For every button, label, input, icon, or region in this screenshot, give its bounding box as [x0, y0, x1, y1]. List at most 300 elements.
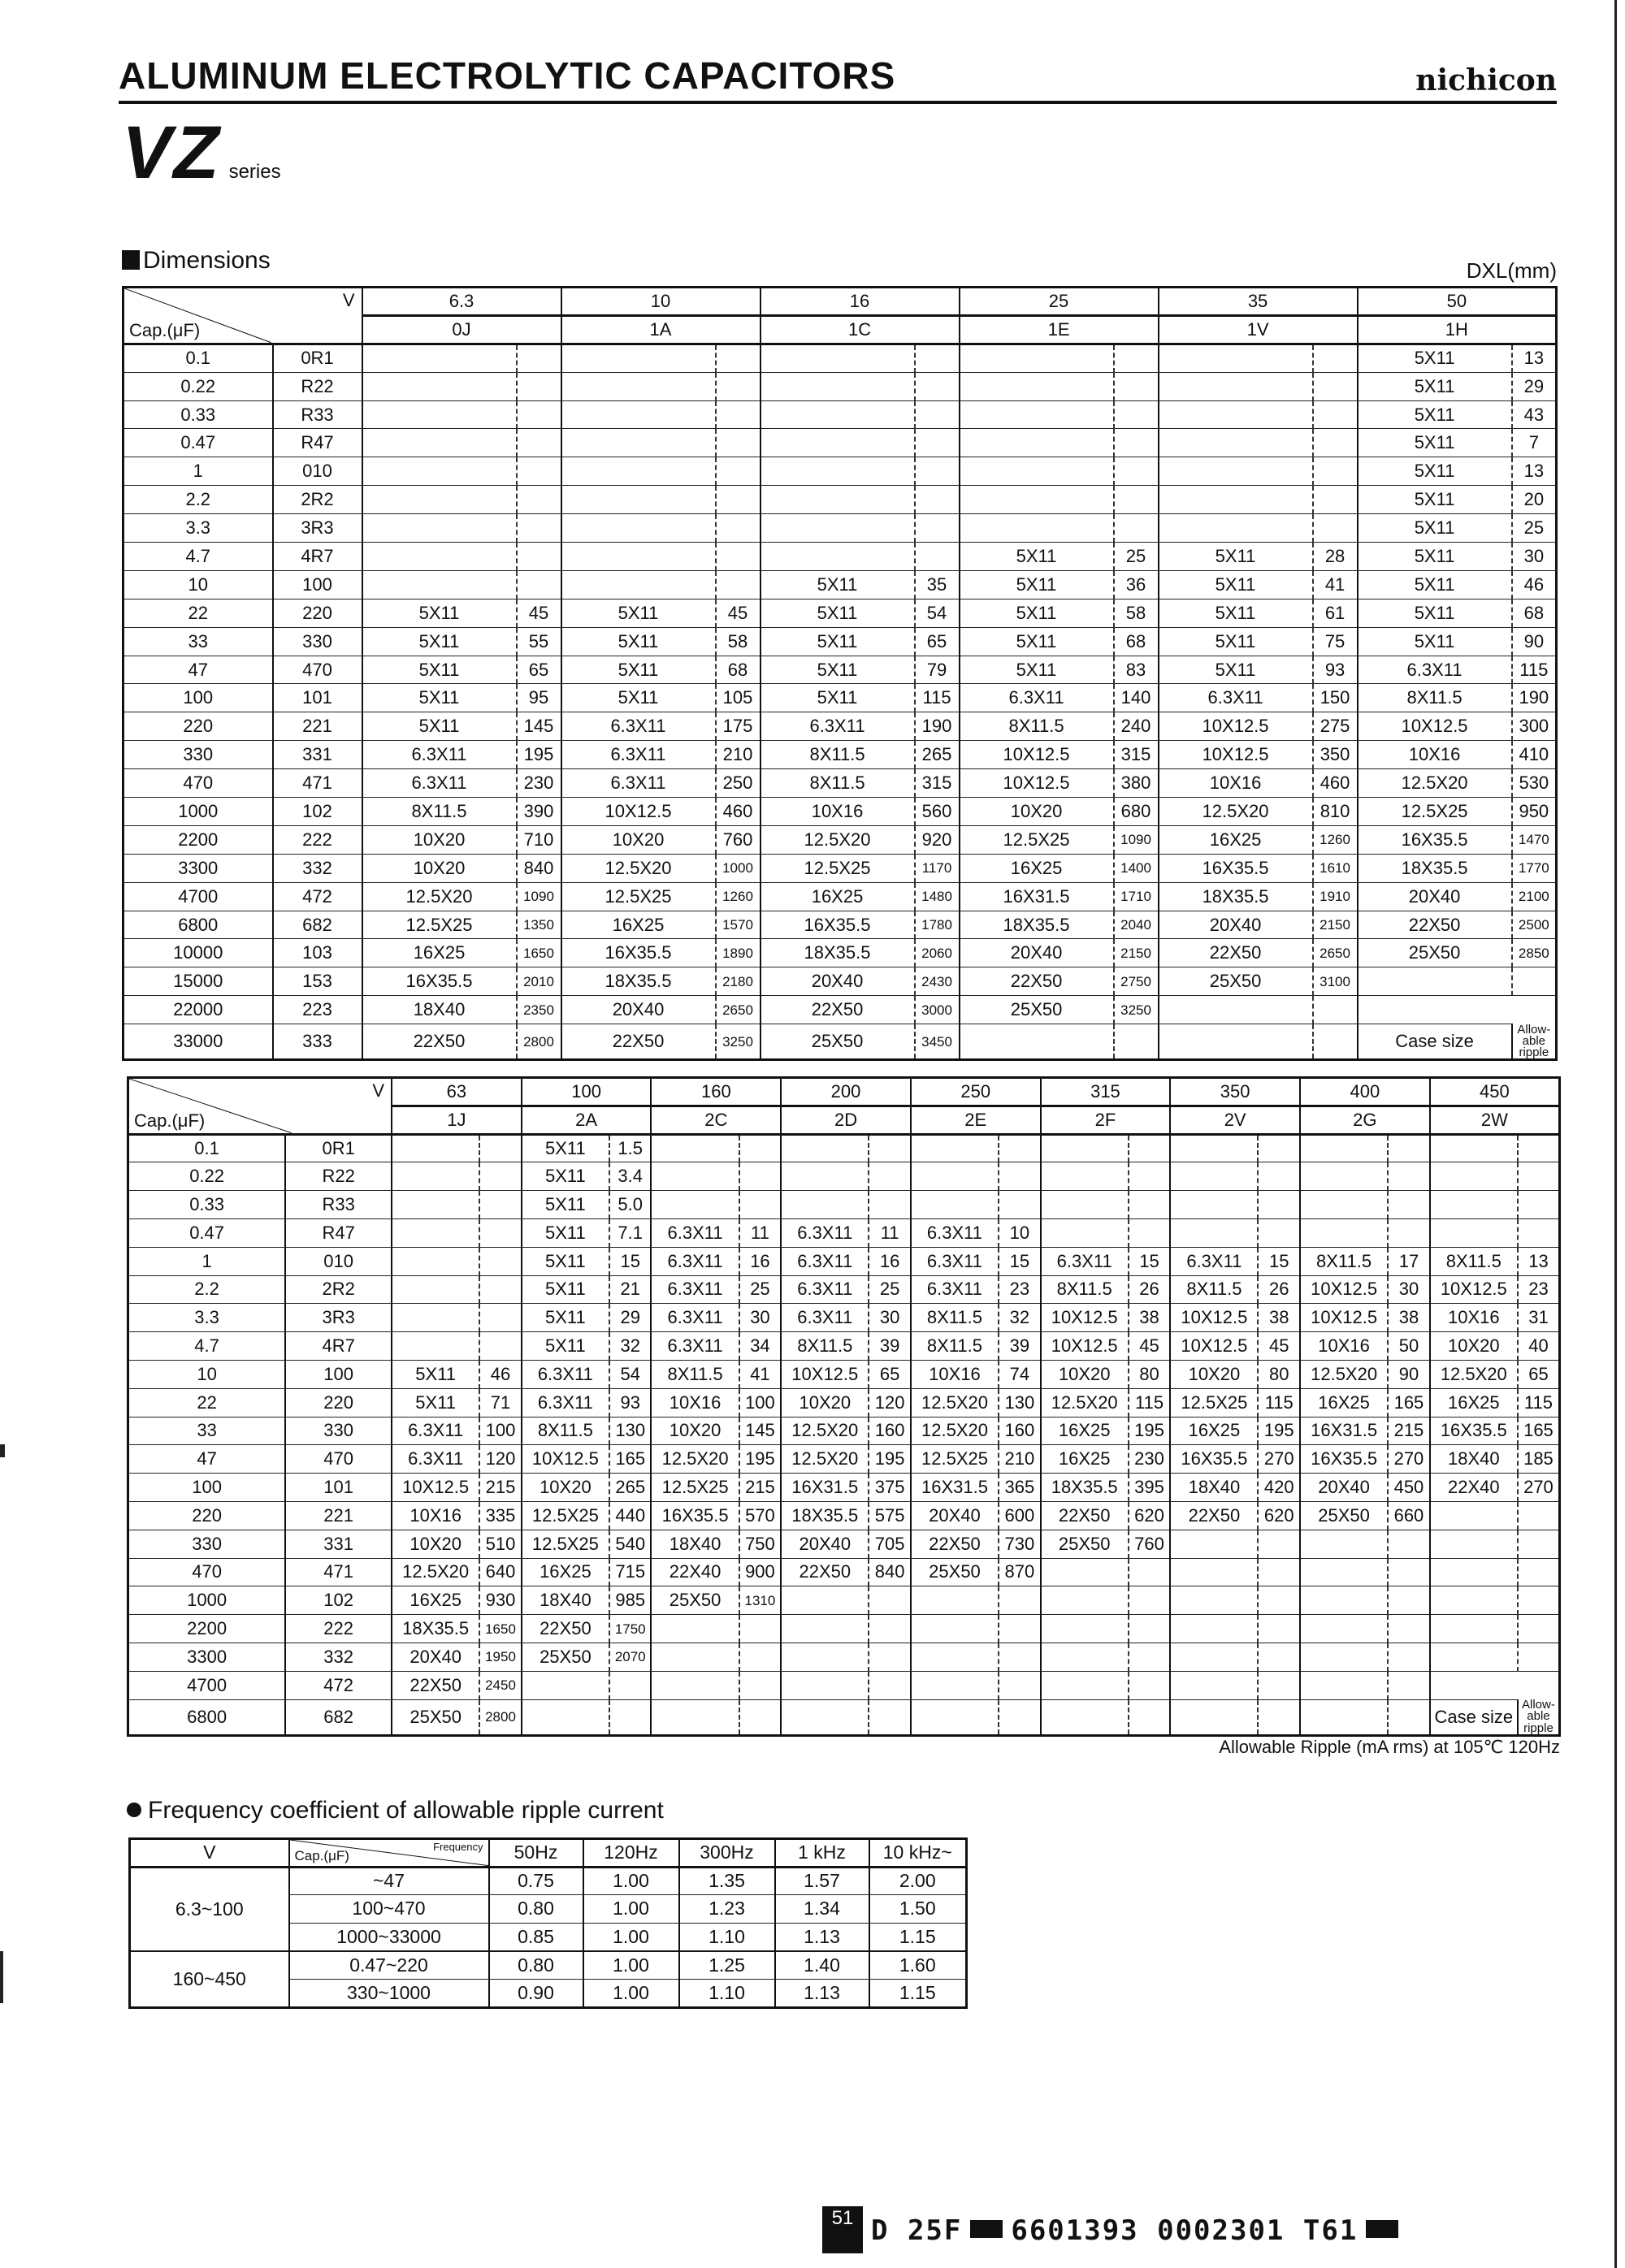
code-cell: 331 [285, 1530, 392, 1558]
case-size-cell [1430, 1191, 1518, 1219]
case-size-cell [911, 1615, 999, 1643]
ripple-cell: 50 [1388, 1332, 1430, 1361]
ripple-cell [517, 372, 561, 400]
ripple-cell: 100 [739, 1388, 782, 1417]
table-row [124, 741, 1557, 769]
table-row [124, 911, 1557, 939]
ripple-cell [479, 1162, 522, 1191]
voltage-range-cell: 160~450 [130, 1951, 289, 2007]
ripple-cell: 115 [915, 684, 960, 712]
ripple-cell: 130 [999, 1388, 1041, 1417]
case-size-cell [362, 429, 517, 457]
ripple-cell: 54 [609, 1360, 652, 1388]
coefficient-cell: 1.15 [869, 1923, 967, 1951]
ripple-cell [1129, 1218, 1171, 1247]
dimensions-table-high-voltage [127, 1076, 1561, 1737]
table-row [128, 1445, 1560, 1474]
table-row [124, 939, 1557, 967]
ripple-cell: 575 [869, 1501, 911, 1530]
case-size-cell: 16X31.5 [1300, 1417, 1388, 1445]
ripple-cell: 2070 [609, 1643, 652, 1671]
case-size-cell [1041, 1671, 1129, 1699]
ripple-cell: 43 [1512, 400, 1557, 429]
ripple-cell [999, 1134, 1041, 1162]
case-size-cell [1159, 996, 1313, 1024]
case-size-cell: 8X11.5 [1430, 1247, 1518, 1275]
voltage-header: 200 [781, 1078, 911, 1106]
case-size-cell: 5X11 [760, 599, 915, 627]
case-size-cell: 10X20 [781, 1388, 869, 1417]
table-row [124, 825, 1557, 854]
ripple-cell: 265 [609, 1474, 652, 1502]
ripple-cell [1388, 1699, 1430, 1735]
case-size-cell: 5X11 [1358, 486, 1512, 514]
ripple-cell: 2750 [1114, 967, 1159, 996]
code-cell: R22 [285, 1162, 392, 1191]
case-size-cell: 16X35.5 [1300, 1445, 1388, 1474]
ripple-cell: 28 [1313, 543, 1358, 571]
ripple-cell: 870 [999, 1558, 1041, 1586]
ripple-cell: 79 [915, 656, 960, 684]
case-size-cell: 5X11 [960, 543, 1114, 571]
ripple-cell [1129, 1699, 1171, 1735]
ripple-cell: 1350 [517, 911, 561, 939]
case-size-cell [960, 372, 1114, 400]
case-size-cell: 12.5X20 [781, 1417, 869, 1445]
case-size-cell: 8X11.5 [760, 741, 915, 769]
table-row [124, 996, 1557, 1024]
ripple-cell: 460 [716, 798, 760, 826]
code-cell: 220 [285, 1388, 392, 1417]
ripple-cell [999, 1671, 1041, 1699]
ripple-cell: 20 [1512, 486, 1557, 514]
case-size-cell [960, 486, 1114, 514]
case-size-cell: 6.3X11 [522, 1388, 609, 1417]
case-size-cell [1430, 1615, 1518, 1643]
catalog-code-b: 6601393 0002301 T61 [1011, 2214, 1358, 2247]
ripple-cell: 17 [1388, 1247, 1430, 1275]
capacitance-cell: 0.22 [124, 372, 273, 400]
coefficient-cell: 1.00 [583, 1923, 679, 1951]
legend-case-size: Case size [1430, 1699, 1518, 1735]
case-size-cell [911, 1643, 999, 1671]
case-size-cell: 16X25 [1300, 1388, 1388, 1417]
voltage-header: 10 [561, 288, 760, 316]
table-row [128, 1615, 1560, 1643]
case-size-cell: 5X11 [522, 1332, 609, 1361]
table-row [124, 429, 1557, 457]
ripple-cell: 395 [1129, 1474, 1171, 1502]
capacitance-cell: 3.3 [128, 1304, 286, 1332]
page-number: 51 [822, 2206, 863, 2253]
case-size-cell: 18X40 [651, 1530, 739, 1558]
ripple-cell [999, 1162, 1041, 1191]
ripple-cell: 275 [1313, 712, 1358, 741]
case-size-cell [1170, 1586, 1258, 1615]
ripple-cell [1258, 1558, 1300, 1586]
ripple-cell [1388, 1191, 1430, 1219]
corner-header [128, 1078, 392, 1135]
code-cell: 010 [273, 457, 362, 486]
case-size-cell: 6.3X11 [781, 1304, 869, 1332]
case-size-cell: 5X11 [1358, 429, 1512, 457]
case-size-cell: 6.3X11 [781, 1247, 869, 1275]
table-row [128, 1388, 1560, 1417]
ripple-cell: 65 [869, 1360, 911, 1388]
code-cell: 223 [273, 996, 362, 1024]
code-cell: 153 [273, 967, 362, 996]
case-size-cell: 10X16 [760, 798, 915, 826]
ripple-cell [915, 486, 960, 514]
capacitance-cell: 220 [124, 712, 273, 741]
table-row [128, 1699, 1560, 1735]
ripple-cell: 93 [1313, 656, 1358, 684]
ripple-cell: 215 [479, 1474, 522, 1502]
ripple-cell [739, 1191, 782, 1219]
case-size-cell [960, 344, 1114, 372]
case-size-cell: 5X11 [522, 1247, 609, 1275]
ripple-cell [716, 344, 760, 372]
case-size-cell: 22X50 [781, 1558, 869, 1586]
case-size-cell: 5X11 [1159, 543, 1313, 571]
code-cell: 470 [273, 656, 362, 684]
voltage-header: 160 [651, 1078, 781, 1106]
code-cell: 220 [273, 599, 362, 627]
case-size-cell [561, 372, 716, 400]
capacitance-cell: 4700 [128, 1671, 286, 1699]
voltage-header: 450 [1430, 1078, 1560, 1106]
ripple-cell: 1170 [915, 854, 960, 882]
case-size-cell [1041, 1643, 1129, 1671]
brand-logo: nichicon [1415, 63, 1557, 97]
ripple-cell: 75 [1313, 627, 1358, 656]
ripple-cell: 38 [1129, 1304, 1171, 1332]
table-row [124, 570, 1557, 599]
ripple-cell: 460 [1313, 769, 1358, 798]
case-size-cell [911, 1699, 999, 1735]
ripple-cell: 90 [1512, 627, 1557, 656]
case-size-cell: 10X16 [911, 1360, 999, 1388]
scan-mark [0, 1951, 3, 2003]
code-cell: 101 [273, 684, 362, 712]
ripple-cell: 34 [739, 1332, 782, 1361]
case-size-cell: 18X40 [522, 1586, 609, 1615]
case-size-cell [1170, 1218, 1258, 1247]
ripple-cell: 10 [999, 1218, 1041, 1247]
ripple-cell: 15 [999, 1247, 1041, 1275]
case-size-cell: 10X20 [561, 825, 716, 854]
ripple-cell: 660 [1388, 1501, 1430, 1530]
ripple-cell: 145 [517, 712, 561, 741]
ripple-cell: 710 [517, 825, 561, 854]
table-row [128, 1275, 1560, 1304]
ripple-cell: 1260 [1313, 825, 1358, 854]
ripple-cell: 335 [479, 1501, 522, 1530]
cap-range-cell: 330~1000 [289, 1979, 489, 2007]
case-size-cell [362, 486, 517, 514]
case-size-cell [960, 1024, 1114, 1060]
case-size-cell: 6.3X11 [1358, 656, 1512, 684]
ripple-cell: 13 [1518, 1247, 1560, 1275]
ripple-cell [1518, 1162, 1560, 1191]
case-size-cell: 5X11 [362, 599, 517, 627]
ripple-cell: 950 [1512, 798, 1557, 826]
case-size-cell [1159, 1024, 1313, 1060]
ripple-cell: 3000 [915, 996, 960, 1024]
case-size-cell: 5X11 [960, 570, 1114, 599]
case-size-cell [362, 372, 517, 400]
ripple-cell: 440 [609, 1501, 652, 1530]
ripple-cell [1388, 1643, 1430, 1671]
corner-cap-label: Cap.(μF) [129, 319, 201, 340]
case-size-cell [522, 1699, 609, 1735]
table-row [128, 1501, 1560, 1530]
case-size-cell [960, 457, 1114, 486]
voltage-header: 6.3 [362, 288, 561, 316]
case-size-cell: 12.5X20 [1041, 1388, 1129, 1417]
table-row [128, 1558, 1560, 1586]
capacitance-cell: 33 [128, 1417, 286, 1445]
ripple-cell [915, 457, 960, 486]
ripple-cell: 2850 [1512, 939, 1557, 967]
case-size-cell: 10X20 [362, 825, 517, 854]
case-size-cell: 16X25 [561, 911, 716, 939]
ripple-cell: 80 [1258, 1360, 1300, 1388]
ripple-cell [999, 1191, 1041, 1219]
cap-range-cell: 0.47~220 [289, 1951, 489, 1980]
table-row [124, 400, 1557, 429]
ripple-cell: 2180 [716, 967, 760, 996]
ripple-cell: 45 [1129, 1332, 1171, 1361]
case-size-cell [362, 400, 517, 429]
case-size-cell: 5X11 [760, 570, 915, 599]
coefficient-cell: 1.13 [775, 1979, 869, 2007]
case-size-cell: 10X16 [1358, 741, 1512, 769]
series-label: series [228, 161, 281, 183]
ripple-cell: 540 [609, 1530, 652, 1558]
ripple-cell: 160 [999, 1417, 1041, 1445]
ripple-cell: 165 [1518, 1417, 1560, 1445]
case-size-cell [1430, 1558, 1518, 1586]
ripple-cell [915, 543, 960, 571]
case-size-cell: 6.3X11 [392, 1417, 479, 1445]
ripple-cell: 15 [609, 1247, 652, 1275]
code-cell: 2R2 [273, 486, 362, 514]
ripple-cell: 35 [915, 570, 960, 599]
ripple-cell: 45 [1258, 1332, 1300, 1361]
corner-header [124, 288, 362, 344]
ripple-cell: 61 [1313, 599, 1358, 627]
case-size-cell: 6.3X11 [522, 1360, 609, 1388]
case-size-cell: 16X25 [1041, 1417, 1129, 1445]
table-row [128, 1162, 1560, 1191]
ripple-cell [716, 486, 760, 514]
ripple-note: Allowable Ripple (mA rms) at 105℃ 120Hz [1219, 1737, 1560, 1757]
case-size-cell: 10X20 [960, 798, 1114, 826]
case-size-cell [1300, 1134, 1388, 1162]
ripple-cell: 2150 [1313, 911, 1358, 939]
case-size-cell [651, 1615, 739, 1643]
table-row [128, 1304, 1560, 1332]
code-cell: 682 [273, 911, 362, 939]
ripple-cell [915, 400, 960, 429]
code-cell: 0R1 [273, 344, 362, 372]
ripple-cell [1313, 457, 1358, 486]
case-size-cell: 12.5X25 [522, 1530, 609, 1558]
case-size-cell: 12.5X20 [362, 882, 517, 911]
case-size-cell: 16X35.5 [1170, 1445, 1258, 1474]
table-row [124, 627, 1557, 656]
capacitance-cell: 33000 [124, 1024, 273, 1060]
capacitance-cell: 3.3 [124, 514, 273, 543]
ripple-cell: 920 [915, 825, 960, 854]
case-size-cell [781, 1671, 869, 1699]
scan-mark [0, 1444, 5, 1457]
page-footer [822, 2206, 1554, 2253]
ripple-cell [869, 1134, 911, 1162]
ripple-cell [716, 400, 760, 429]
ripple-cell: 130 [609, 1417, 652, 1445]
case-size-cell: 18X35.5 [1159, 882, 1313, 911]
ripple-cell [1258, 1218, 1300, 1247]
ripple-cell: 760 [1129, 1530, 1171, 1558]
case-size-cell: 25X50 [522, 1643, 609, 1671]
ripple-cell: 30 [1512, 543, 1557, 571]
ripple-cell: 80 [1129, 1360, 1171, 1388]
ripple-cell [1313, 429, 1358, 457]
ripple-cell: 270 [1388, 1445, 1430, 1474]
case-size-cell: 5X11 [362, 684, 517, 712]
table-row [124, 344, 1557, 372]
ripple-cell: 1770 [1512, 854, 1557, 882]
ripple-cell [915, 372, 960, 400]
case-size-cell [760, 372, 915, 400]
ripple-cell: 365 [999, 1474, 1041, 1502]
capacitance-cell: 470 [124, 769, 273, 798]
ripple-cell: 375 [869, 1474, 911, 1502]
frequency-header: 120Hz [583, 1839, 679, 1868]
case-size-cell [960, 400, 1114, 429]
ripple-cell [1388, 1530, 1430, 1558]
case-size-cell: 10X12.5 [1159, 712, 1313, 741]
ripple-cell [1518, 1643, 1560, 1671]
case-size-cell [392, 1332, 479, 1361]
ripple-cell [999, 1699, 1041, 1735]
case-size-cell: 5X11 [362, 656, 517, 684]
coefficient-cell: 1.00 [583, 1895, 679, 1924]
case-size-cell: 10X12.5 [960, 741, 1114, 769]
case-size-cell: 18X35.5 [760, 939, 915, 967]
black-bar-icon [970, 2220, 1003, 2238]
case-size-cell: 6.3X11 [1159, 684, 1313, 712]
case-size-cell [651, 1699, 739, 1735]
capacitance-cell: 0.22 [128, 1162, 286, 1191]
case-size-cell: 5X11 [1358, 457, 1512, 486]
case-size-cell [362, 457, 517, 486]
capacitance-cell: 0.47 [128, 1218, 286, 1247]
case-size-cell: 22X50 [561, 1024, 716, 1060]
code-cell: 3R3 [285, 1304, 392, 1332]
case-size-cell: 6.3X11 [911, 1218, 999, 1247]
case-size-cell [960, 514, 1114, 543]
case-size-cell [1159, 372, 1313, 400]
case-size-cell: 20X40 [911, 1501, 999, 1530]
case-size-cell [1170, 1134, 1258, 1162]
voltage-header: 250 [911, 1078, 1041, 1106]
capacitance-cell: 100 [124, 684, 273, 712]
ripple-cell: 45 [716, 599, 760, 627]
case-size-cell [911, 1134, 999, 1162]
legend-allowable-ripple: Allow-able ripple [1518, 1699, 1560, 1735]
ripple-cell [869, 1162, 911, 1191]
case-size-cell: 5X11 [522, 1191, 609, 1219]
frequency-header: 300Hz [679, 1839, 775, 1868]
case-size-cell: 10X12.5 [1300, 1275, 1388, 1304]
case-size-cell [781, 1699, 869, 1735]
ripple-cell: 620 [1129, 1501, 1171, 1530]
ripple-cell: 3250 [1114, 996, 1159, 1024]
ripple-cell: 2100 [1512, 882, 1557, 911]
case-size-cell: 22X40 [651, 1558, 739, 1586]
corner-v-label: V [372, 1080, 385, 1101]
case-size-cell: 10X16 [1430, 1304, 1518, 1332]
catalog-code-a: D 25F [871, 2214, 963, 2247]
ripple-cell: 715 [609, 1558, 652, 1586]
case-size-cell [760, 400, 915, 429]
case-size-cell: 10X20 [362, 854, 517, 882]
ripple-cell: 95 [517, 684, 561, 712]
ripple-cell: 38 [1388, 1304, 1430, 1332]
case-size-cell: 22X50 [911, 1530, 999, 1558]
square-bullet-icon [122, 250, 140, 270]
ripple-cell: 39 [869, 1332, 911, 1361]
table-row [124, 798, 1557, 826]
ripple-cell: 420 [1258, 1474, 1300, 1502]
capacitance-cell: 33 [124, 627, 273, 656]
ripple-cell [915, 344, 960, 372]
case-size-cell: 5X11 [392, 1360, 479, 1388]
capacitance-cell: 3300 [124, 854, 273, 882]
case-size-cell: 5X11 [760, 684, 915, 712]
ripple-cell: 640 [479, 1558, 522, 1586]
case-size-cell: 12.5X20 [1358, 769, 1512, 798]
case-size-cell [1041, 1558, 1129, 1586]
ripple-cell: 3.4 [609, 1162, 652, 1191]
case-size-cell [522, 1671, 609, 1699]
case-size-cell: 8X11.5 [960, 712, 1114, 741]
case-size-cell: 5X11 [1358, 372, 1512, 400]
code-cell: 332 [285, 1643, 392, 1671]
ripple-cell [1388, 1615, 1430, 1643]
ripple-cell [739, 1134, 782, 1162]
case-size-cell [392, 1134, 479, 1162]
ripple-cell [1313, 400, 1358, 429]
case-size-cell: 18X35.5 [1041, 1474, 1129, 1502]
ripple-cell: 120 [869, 1388, 911, 1417]
ripple-cell: 175 [716, 712, 760, 741]
case-size-cell: 25X50 [651, 1586, 739, 1615]
voltage-header: 63 [392, 1078, 522, 1106]
case-size-cell [1170, 1699, 1258, 1735]
case-size-cell [1041, 1134, 1129, 1162]
case-size-cell: 10X12.5 [1041, 1304, 1129, 1332]
ripple-cell: 93 [609, 1388, 652, 1417]
capacitance-cell: 470 [128, 1558, 286, 1586]
case-size-cell: 5X11 [760, 656, 915, 684]
capacitance-cell: 0.1 [124, 344, 273, 372]
ripple-cell: 315 [915, 769, 960, 798]
ripple-cell: 215 [739, 1474, 782, 1502]
